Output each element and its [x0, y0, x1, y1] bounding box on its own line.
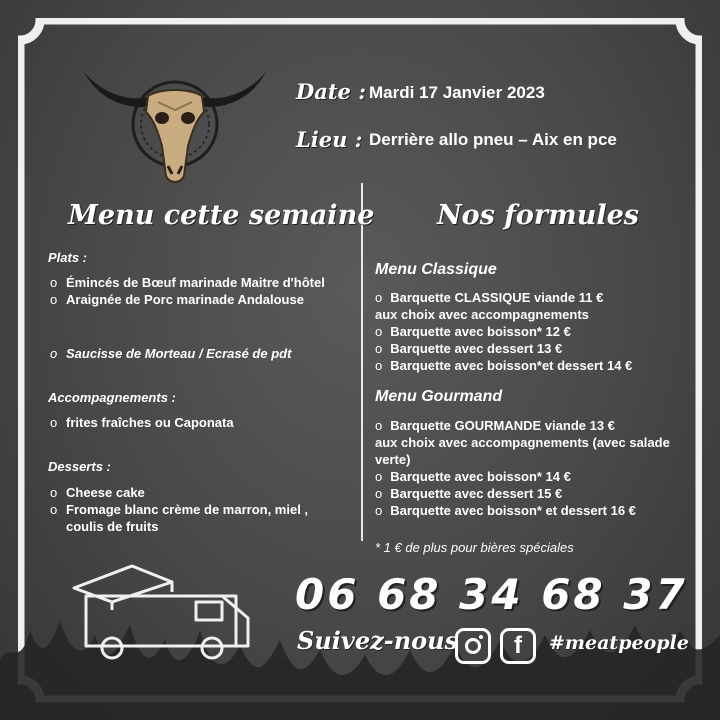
plats-heading: Plats : [48, 250, 88, 265]
beer-note: * 1 € de plus pour bières spéciales [375, 540, 574, 555]
formules-title: Nos formules [437, 200, 639, 231]
bull-skull-icon [80, 62, 270, 190]
date-label: Date : [296, 79, 366, 104]
plats-list-2 [48, 345, 348, 362]
list-item: o Émincés de Bœuf marinade Maitre d'hôtel [48, 274, 348, 291]
facebook-icon[interactable]: f [500, 628, 536, 664]
accompagnements-list [48, 414, 348, 431]
desserts-heading: Desserts : [48, 459, 111, 474]
food-truck-icon [72, 562, 262, 662]
date-value: Mardi 17 Janvier 2023 [369, 83, 545, 102]
list-item: o Fromage blanc crème de marron, miel , coulis de fruits [48, 501, 348, 535]
instagram-icon[interactable] [455, 628, 491, 664]
desserts-list [48, 484, 348, 535]
classique-line: o Barquette CLASSIQUE viande 11 € [375, 290, 604, 305]
list-item: o Barquette avec boisson* 12 € [375, 324, 571, 339]
gourmand-line: o Barquette GOURMANDE viande 13 € [375, 418, 615, 433]
follow-label: Suivez-nous [297, 626, 459, 655]
gourmand-line-2: aux choix avec accompagnements (avec salade verte) [375, 435, 670, 467]
phone-number: 06 68 34 68 37 [295, 570, 688, 619]
list-item: o Saucisse de Morteau / Ecrasé de pdt [48, 345, 348, 362]
column-divider [361, 183, 363, 541]
gourmand-heading: Menu Gourmand [375, 388, 503, 405]
place-value: Derrière allo pneu – Aix en pce [369, 130, 617, 149]
list-item: o frites fraîches ou Caponata [48, 414, 348, 431]
list-item: o Barquette avec boisson* et dessert 16 € [375, 503, 636, 518]
list-item: o Barquette avec dessert 15 € [375, 486, 563, 501]
place-label: Lieu : [296, 127, 363, 152]
classique-heading: Menu Classique [375, 261, 497, 278]
menu-title: Menu cette semaine [68, 200, 375, 231]
hashtag: #meatpeople [549, 632, 689, 654]
classique-line-2: aux choix avec accompagnements [375, 307, 589, 322]
gourmand-block [375, 417, 690, 519]
list-item: o Cheese cake [48, 484, 348, 501]
list-item: o Barquette avec boisson*et dessert 14 € [375, 358, 633, 373]
list-item: o Araignée de Porc marinade Andalouse [48, 291, 348, 308]
classique-block [375, 289, 690, 374]
list-item: o Barquette avec dessert 13 € [375, 341, 563, 356]
list-item: o Barquette avec boisson* 14 € [375, 469, 571, 484]
plats-list [48, 274, 348, 308]
accompagnements-heading: Accompagnements : [48, 390, 176, 405]
